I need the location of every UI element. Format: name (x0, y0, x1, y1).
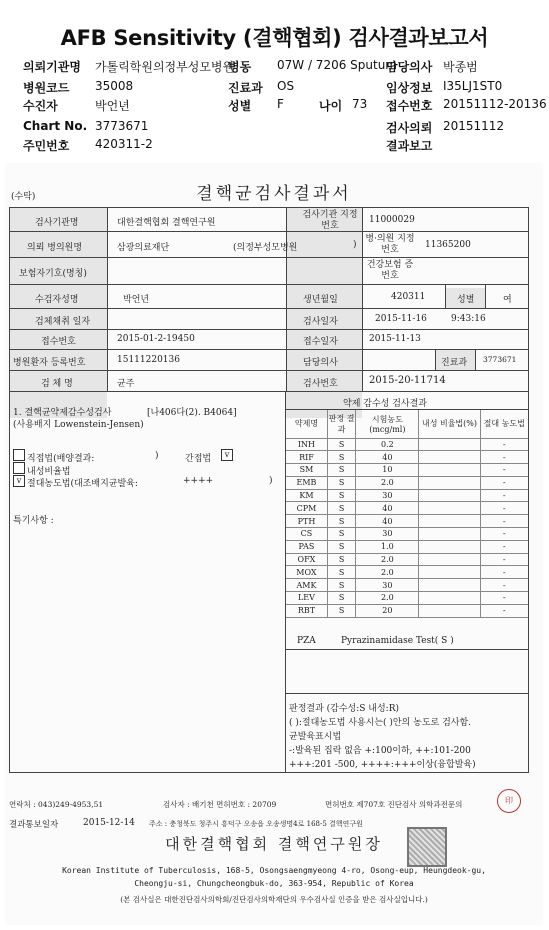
drug-name: EMB (286, 476, 327, 489)
direct-close: ) (155, 451, 159, 461)
drug-abs: - (480, 489, 528, 502)
drug-result: S (327, 528, 355, 541)
drug-result: S (327, 438, 355, 451)
chart: 3773671 (483, 355, 517, 364)
chart-no-label: Chart No. (23, 119, 88, 133)
drug-row (286, 464, 528, 477)
pza-value: Pyrazinamidase Test( S ) (341, 636, 454, 646)
lab-name: 대한결핵협회 결핵연구원 (117, 218, 216, 228)
receipt-no-value: 20151112-20136 (443, 97, 547, 111)
specimen: 균주 (117, 379, 135, 389)
drug-ratio (419, 451, 480, 464)
drug-row (286, 579, 528, 592)
abs-checkbox: v (13, 475, 25, 487)
drug-abs: - (480, 464, 528, 477)
drug-abs: - (480, 553, 528, 566)
drug-ratio (419, 592, 480, 605)
ratio-label: 내성비율법 (27, 467, 71, 477)
drug-abs: - (480, 438, 528, 451)
drug-abs: - (480, 592, 528, 605)
dob: 420311 (391, 292, 426, 302)
drug-row (286, 540, 528, 553)
legend-4: -:발육된 집락 없음 +:100이하, ++:101-200 (289, 746, 471, 756)
drug-conc: 30 (356, 489, 419, 502)
receipt-date: 2015-11-13 (369, 334, 421, 344)
drug-abs: - (480, 540, 528, 553)
drug-abs: - (480, 515, 528, 528)
drug-ratio (419, 464, 480, 477)
institution-stamp (407, 827, 447, 867)
hospital-code-label: 병원코드 (23, 81, 70, 95)
patient-label: 수검자성명 (35, 295, 79, 305)
resident-no-label: 주민번호 (23, 139, 70, 153)
exam-no-label: 검사번호 (303, 379, 338, 389)
legend-3: 균발육표시법 (289, 732, 342, 742)
hospital-label: 의뢰 병의원명 (27, 243, 83, 253)
drug-ratio (419, 528, 480, 541)
department-value: OS (277, 79, 295, 93)
dob-label: 생년월일 (303, 295, 338, 305)
drug-result: S (327, 604, 355, 617)
lab-no-label: 검사기관 지정번호 (302, 210, 358, 231)
clinical-info-value: I35LJ1ST0 (443, 79, 503, 93)
drug-ratio (419, 438, 480, 451)
receipt-no-label: 접수번호 (386, 99, 433, 113)
drug-conc: 2.0 (356, 553, 419, 566)
drug-ratio (419, 540, 480, 553)
drug-abs: - (480, 451, 528, 464)
drug-conc: 30 (356, 528, 419, 541)
drug-ratio (419, 476, 480, 489)
form-title: 결핵균검사결과서 (196, 184, 352, 204)
drug-abs: - (480, 579, 528, 592)
exam-no: 2015-20-11714 (369, 375, 446, 386)
drug-conc: 40 (356, 502, 419, 515)
ratio-checkbox (13, 462, 25, 474)
drug-name: AMK (286, 579, 327, 592)
drug-table-caption: 약제 감수성 검사결과 (343, 399, 427, 409)
abs-close: ) (269, 476, 273, 486)
notice-date: 2015-12-14 (83, 818, 135, 828)
abs-value: ++++ (183, 476, 214, 486)
drug-ratio (419, 566, 480, 579)
abs-label: 절대농도법(대조배지균발육: (27, 479, 138, 489)
sex-form: 여 (503, 295, 512, 305)
drug-name: PAS (286, 540, 327, 553)
request-date-value: 20151112 (443, 119, 505, 133)
method-line1: 1. 결핵균약제감수성검사 (13, 408, 112, 418)
chart-label: 진료과 (441, 358, 468, 368)
sex-value: F (277, 97, 284, 111)
insured-label: 보험자기호(명칭) (19, 269, 87, 279)
drug-row (286, 476, 528, 489)
drug-result: S (327, 579, 355, 592)
drug-conc: 30 (356, 579, 419, 592)
col-drug: 약제명 (286, 410, 327, 438)
drug-result: S (327, 540, 355, 553)
health-label: 건강보험 증번호 (366, 260, 414, 281)
drug-name: SM (286, 464, 327, 477)
collect-date-label: 검체채취 일자 (35, 317, 91, 327)
institution-value: 가톨릭학원의정부성모병원 (95, 60, 235, 74)
test-date-label: 검사일자 (303, 317, 338, 327)
drug-row (286, 451, 528, 464)
drug-row (286, 592, 528, 605)
drug-name: RBT (286, 604, 327, 617)
drug-conc: 10 (356, 464, 419, 477)
drug-table-header (286, 410, 528, 438)
drug-abs: - (480, 604, 528, 617)
col-conc: 시험농도 (mcg/ml) (356, 410, 419, 438)
drug-abs: - (480, 566, 528, 579)
hospital-sub-close: ) (353, 240, 357, 250)
department-label: 진료과 (228, 81, 263, 95)
receipt: 2015-01-2-19450 (117, 334, 195, 344)
drug-ratio (419, 502, 480, 515)
drug-abs: - (480, 528, 528, 541)
report-title: AFB Sensitivity (결핵협회) 검사결과보고서 (60, 26, 489, 50)
method-code: [나406다(2). B4064] (147, 408, 237, 418)
footer-tester: 검사자 : 배기천 면허번호 : 20709 (163, 800, 277, 809)
drug-row (286, 438, 528, 451)
drug-conc: 2.0 (356, 566, 419, 579)
org-name-kr: 대한결핵협회 결핵연구원장 (165, 835, 383, 853)
drug-result: S (327, 489, 355, 502)
org-name-en-2: Cheongju-si, Chungcheongbuk-do, 363-954, Republic of Korea (134, 879, 414, 888)
drug-result: S (327, 515, 355, 528)
drug-ratio (419, 489, 480, 502)
drug-conc: 40 (356, 451, 419, 464)
ward-value: 07W / 7206 Sputum (277, 58, 397, 72)
drug-result: S (327, 592, 355, 605)
drug-row (286, 515, 528, 528)
drug-result: S (327, 502, 355, 515)
drug-abs: - (480, 476, 528, 489)
reg: 15111220136 (117, 355, 180, 365)
drug-name: LEV (286, 592, 327, 605)
direct-checkbox (13, 449, 25, 461)
footer-director: 면허번호 제707호 진단검사 의학과전문의 (325, 800, 463, 809)
resident-no-value: 420311-2 (95, 137, 153, 151)
drug-conc: 1.0 (356, 540, 419, 553)
drug-name: RIF (286, 451, 327, 464)
footer-phone: 연락처 : 043)249-4953,51 (9, 800, 104, 809)
request-date-label: 검사의뢰 (386, 121, 433, 135)
ward-label: 병동 (228, 60, 252, 74)
drug-result: S (327, 464, 355, 477)
drug-abs: - (480, 502, 528, 515)
clinical-info-label: 임상정보 (386, 81, 433, 95)
drug-conc: 40 (356, 515, 419, 528)
drug-conc: 0.2 (356, 438, 419, 451)
receipt-date-label: 접수일자 (303, 337, 338, 347)
remarks-label: 특기사항 : (13, 516, 54, 526)
doctor-label: 담당의사 (303, 358, 338, 368)
drug-result: S (327, 476, 355, 489)
drug-name: MOX (286, 566, 327, 579)
sex-form-label: 성별 (457, 295, 475, 305)
drug-ratio (419, 604, 480, 617)
corner-label: (수탁) (11, 192, 36, 202)
hospital-sub: (의정부성모병원 (233, 243, 298, 253)
drug-row (286, 528, 528, 541)
test-time: 9:43:16 (451, 314, 486, 324)
notice-label: 결과통보일자 (9, 820, 59, 830)
lab-no: 11000029 (369, 215, 415, 225)
method-line2: (사용배지 Lowenstein-Jensen) (13, 420, 144, 430)
collector-label: 수진자 (23, 99, 58, 113)
receipt-label: 접수번호 (41, 337, 76, 347)
col-result: 판정 결과 (327, 410, 355, 438)
drug-name: CS (286, 528, 327, 541)
specimen-label: 검 체 명 (41, 379, 73, 389)
sex-label: 성별 (228, 99, 252, 113)
drug-table (286, 410, 528, 618)
direct-label: 직접법(배양결과: (27, 454, 95, 464)
report-label: 결과보고 (386, 139, 433, 153)
hospital: 삼광의료재단 (117, 243, 170, 253)
drug-name: INH (286, 438, 327, 451)
drug-ratio (419, 553, 480, 566)
drug-conc: 2.0 (356, 592, 419, 605)
col-abs: 절대 농도법 (480, 410, 528, 438)
indirect-label: 간접법 (185, 454, 212, 464)
physician-value: 박종범 (443, 60, 478, 74)
drug-row (286, 566, 528, 579)
hospital-code-value: 35008 (95, 79, 134, 93)
drug-row (286, 489, 528, 502)
age-value: 73 (352, 97, 368, 111)
legend-2: ( ):절대농도법 사용시는( )안의 농도로 검사함. (289, 718, 472, 728)
patient-name: 박언년 (123, 295, 150, 305)
hosp-no-label: 병·의원 지정번호 (365, 234, 415, 255)
drug-conc: 20 (356, 604, 419, 617)
cert-note: (본 검사실은 대한진단검사의학회/진단검사의학재단의 우수검사실 인증을 받은 검사실입니다.) (120, 895, 428, 904)
indirect-checkbox: v (221, 449, 233, 461)
hosp-no: 11365200 (425, 240, 471, 250)
collector-value: 박언년 (95, 99, 130, 113)
scanned-form (5, 163, 543, 925)
drug-name: KM (286, 489, 327, 502)
age-label: 나이 (319, 99, 343, 113)
legend-1: 판정결과 (감수성:S 내성:R) (289, 704, 399, 714)
footer-address: 주소 : 충청북도 청주시 흥덕구 오송읍 오송생명4로 168-5 결핵연구원 (149, 820, 363, 828)
drug-ratio (419, 515, 480, 528)
drug-conc: 2.0 (356, 476, 419, 489)
drug-name: CPM (286, 502, 327, 515)
drug-name: OFX (286, 553, 327, 566)
org-name-en-1: Korean Institute of Tuberculosis, 168-5, Osongsaengmyeong 4-ro, Osong-eup, Heungdeok-gu, (62, 866, 486, 875)
drug-result: S (327, 553, 355, 566)
institution-label: 의뢰기관명 (23, 60, 81, 74)
director-seal: 印 (497, 789, 521, 813)
legend-5: +++:201 -500, ++++:+++이상(융합발육) (289, 760, 476, 770)
lab-name-label: 검사기관명 (35, 218, 79, 228)
drug-row (286, 553, 528, 566)
chart-no-value: 3773671 (95, 119, 149, 133)
reg-label: 병원환자 등록번호 (13, 358, 86, 368)
col-ratio: 내성 비율법(%) (419, 410, 480, 438)
drug-row (286, 604, 528, 617)
drug-result: S (327, 566, 355, 579)
drug-name: PTH (286, 515, 327, 528)
pza-label: PZA (297, 636, 316, 646)
drug-ratio (419, 579, 480, 592)
test-date: 2015-11-16 (375, 314, 427, 324)
physician-label: 담당의사 (386, 60, 433, 74)
drug-result: S (327, 451, 355, 464)
drug-row (286, 502, 528, 515)
